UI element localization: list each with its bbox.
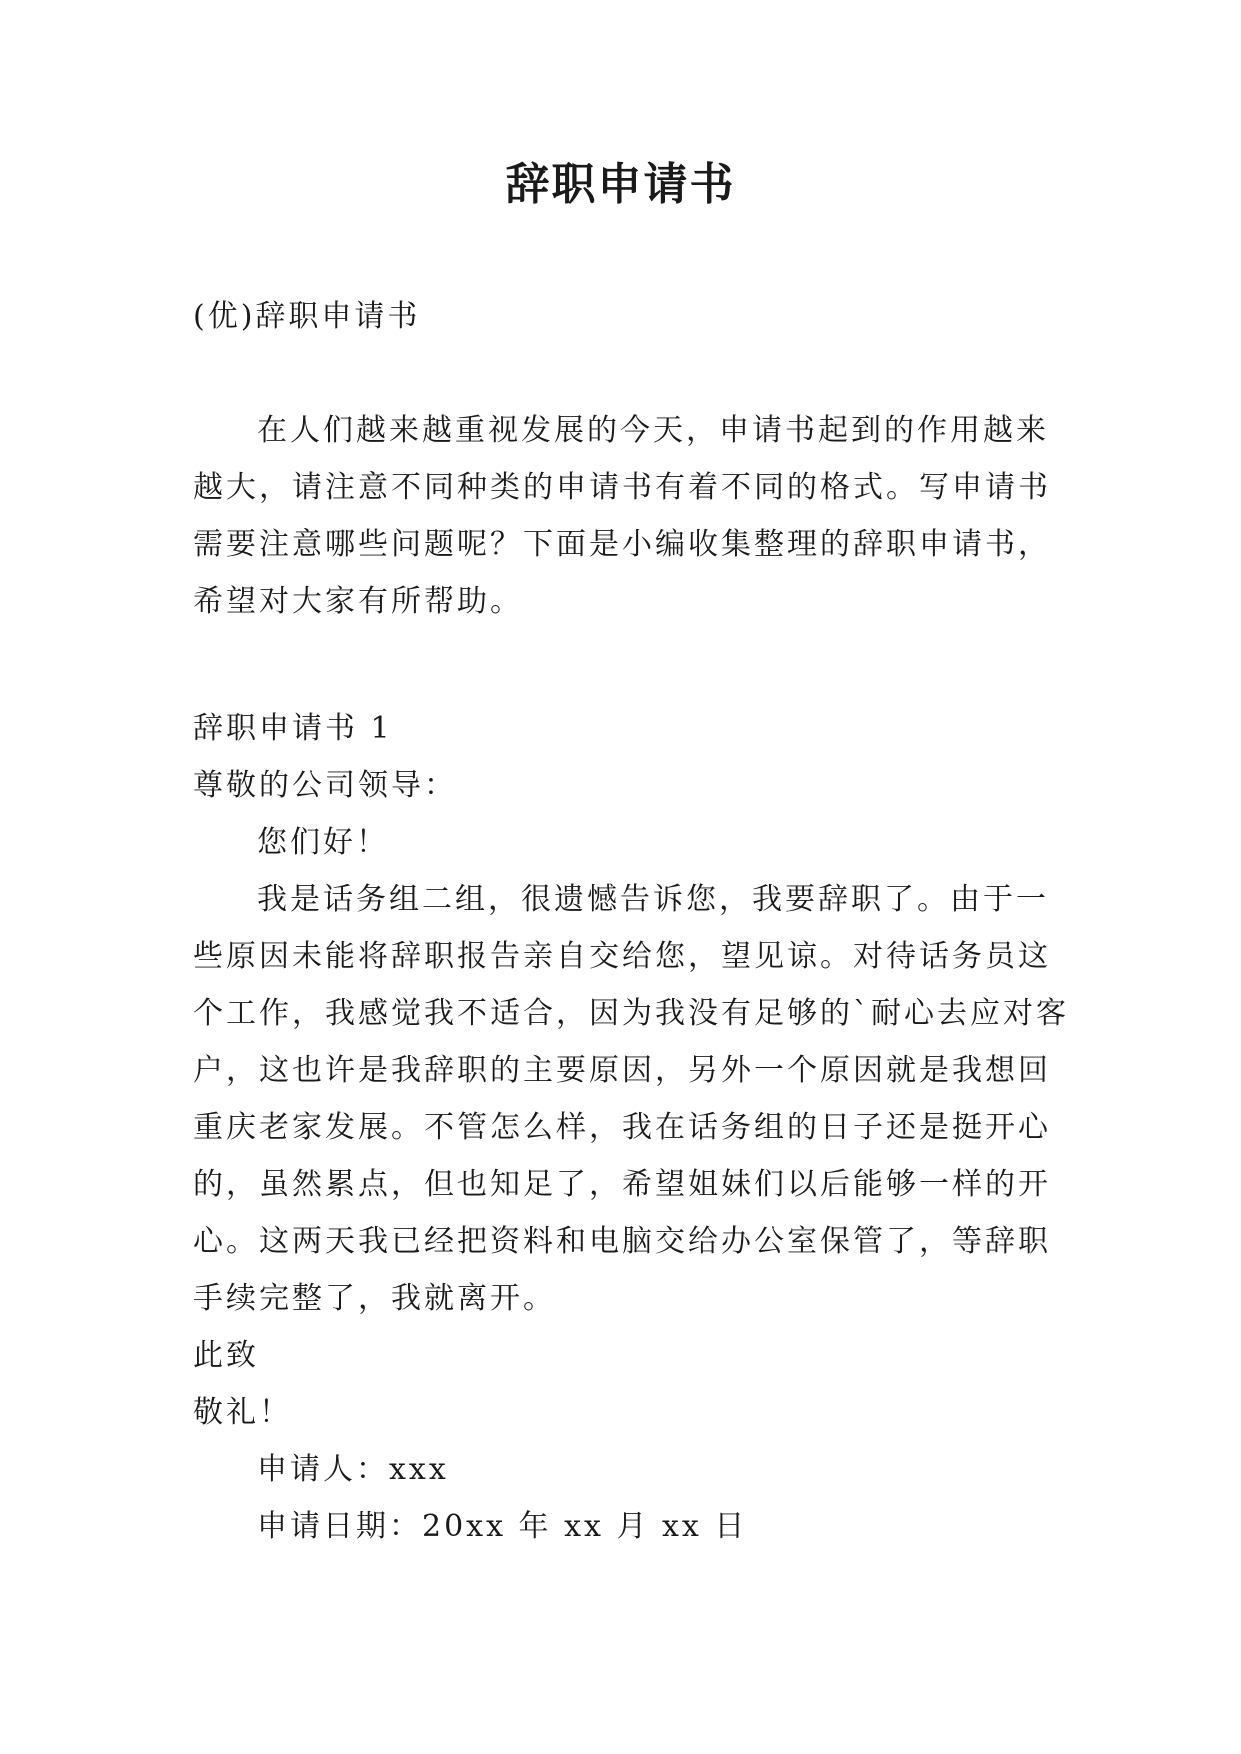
section-heading: 辞职申请书 1 — [193, 711, 393, 746]
document-title: 辞职申请书 — [505, 159, 736, 210]
document-subtitle: (优)辞职申请书 — [193, 299, 421, 334]
letter-closing: 此致 — [193, 1338, 259, 1373]
letter-greeting: 您们好！ — [257, 825, 389, 860]
letter-body: 我是话务组二组，很遗憾告诉您，我要辞职了。由于一些原因未能将辞职报告亲自交给您，望见谅。对待话务员这个工作，我感觉我不适合，因为我没有足够的`耐心去应对客户，这也许是我辞职的主要原因，另外一个原因就是我想回重庆老家发展。不管怎么样，我在话务组的日子还是挺开心的，虽然累点，但也知足了，希望姐妹们以后能够一样的开心。这两天我已经把资料和电脑交给办公室保管了，等辞职手续完整了，我就离开。 — [193, 882, 1069, 1316]
letter-regards: 敬礼！ — [193, 1395, 292, 1430]
applicant-line: 申请人：xxx — [257, 1452, 449, 1487]
letter-salutation: 尊敬的公司领导： — [193, 768, 457, 803]
date-line: 申请日期：20xx 年 xx 月 xx 日 — [257, 1509, 748, 1544]
intro-paragraph: 在人们越来越重视发展的今天，申请书起到的作用越来越大，请注意不同种类的申请书有着不同的格式。写申请书需要注意哪些问题呢？下面是小编收集整理的辞职申请书，希望对大家有所帮助。 — [193, 413, 1051, 619]
